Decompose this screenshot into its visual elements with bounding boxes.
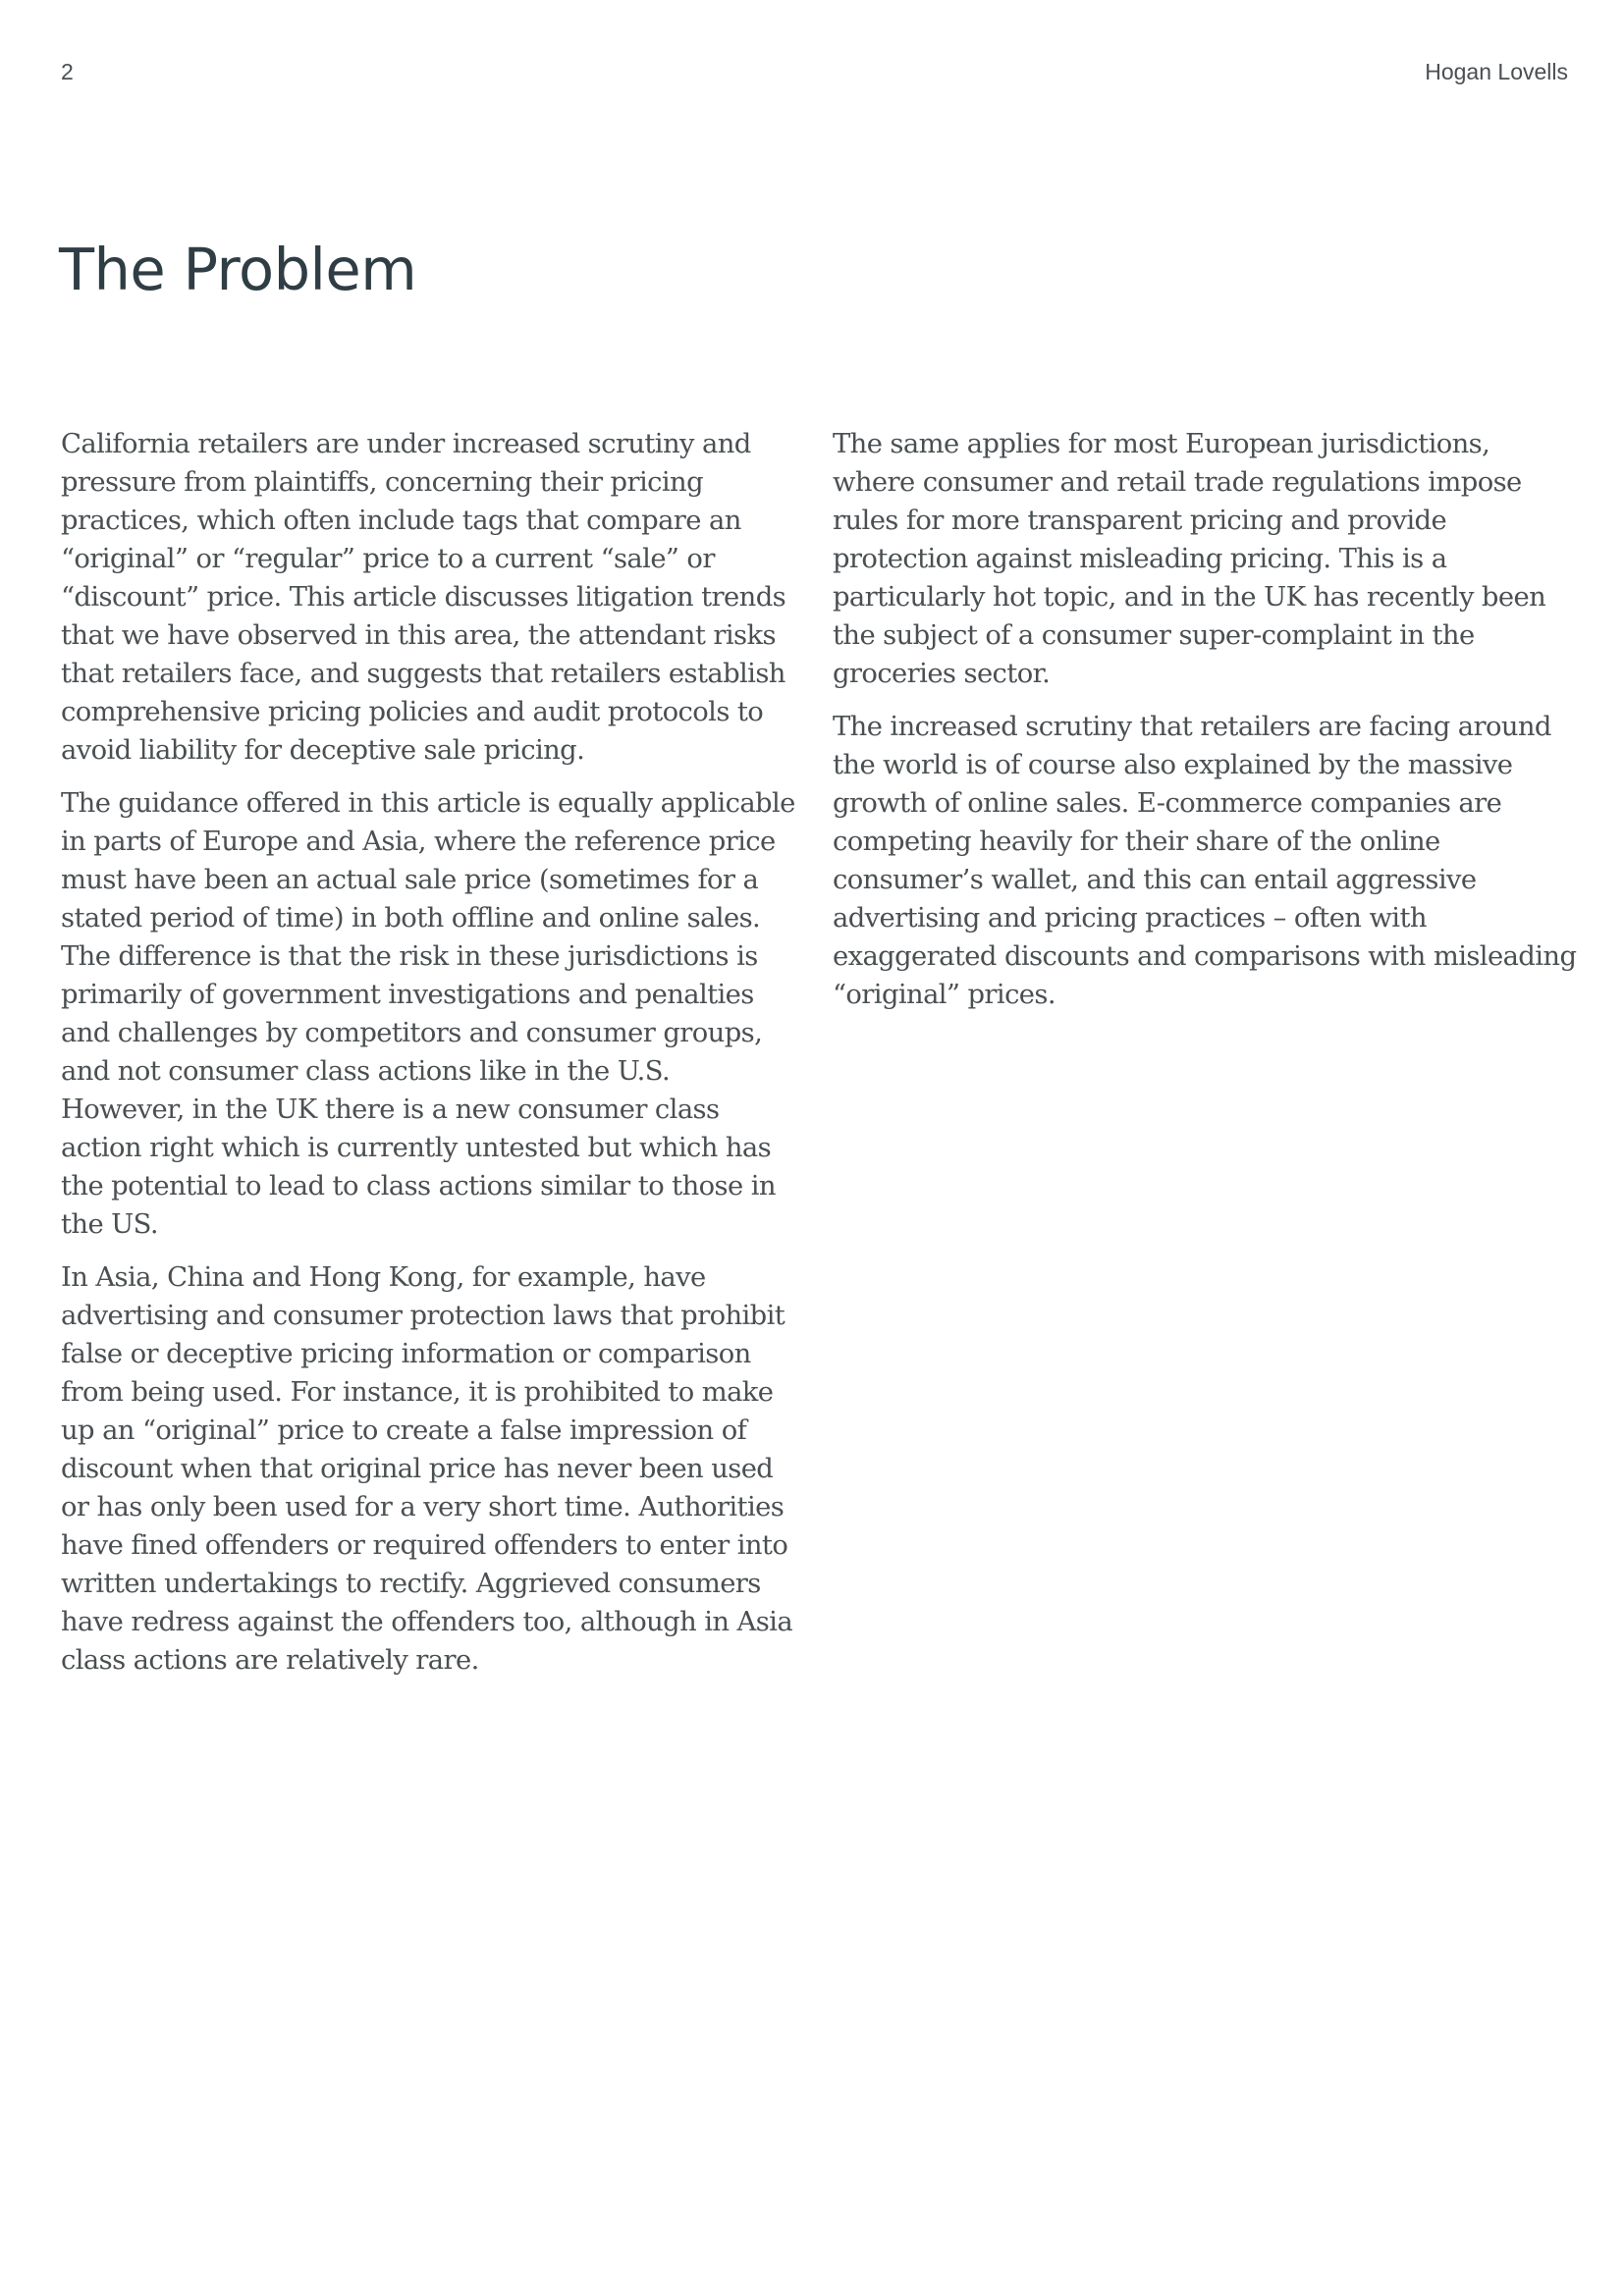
right-column <box>833 425 1579 1029</box>
paragraph: In Asia, China and Hong Kong, for example, have advertising and consumer protection laws that prohibit false or deceptive pricing information or comparison from being used. For instance, it is prohibited to make up an “original” price to create a false impression of discount when that original price has never been used or has only been used for a very short time. Authorities have fined offenders or required offenders to enter into written undertakings to rectify. Aggrieved consumers have redress against the offenders too, although in Asia class actions are relatively rare. <box>61 1262 793 1676</box>
paragraph: The guidance offered in this article is equally applicable in parts of Europe and Asia, where the reference price must have been an actual sale price (sometimes for a stated period of time) in both offline and online sales. The difference is that the risk in these jurisdictions is primarily of government investigations and penalties and challenges by competitors and consumer groups, and not consumer class actions like in the U.S. However, in the UK there is a new consumer class action right which is currently untested but which has the potential to lead to class actions similar to those in the US. <box>61 788 795 1240</box>
paragraph: California retailers are under increased scrutiny and pressure from plaintiffs, concerning their pricing practices, which often include tags that compare an “original” or “regular” price to a current “sale” or “discount” price. This article discusses litigation trends that we have observed in this area, the attendant risks that retailers face, and suggests that retailers establish comprehensive pricing policies and audit protocols to avoid liability for deceptive sale pricing. <box>61 429 786 766</box>
left-column <box>61 425 797 1694</box>
page-title: The Problem <box>59 236 417 303</box>
brand-name: Hogan Lovells <box>1425 59 1568 84</box>
paragraph: The same applies for most European jurisdictions, where consumer and retail trade regulations impose rules for more transparent pricing and provide protection against misleading pricing. This is a particularly hot topic, and in the UK has recently been the subject of a consumer super-complaint in the groceries sector. <box>833 429 1546 689</box>
paragraph: The increased scrutiny that retailers are facing around the world is of course also explained by the massive growth of online sales. E-commerce companies are competing heavily for their share of the online consumer’s wallet, and this can entail aggressive advertising and pricing practices – often with exaggerated discounts and comparisons with misleading “original” prices. <box>833 712 1577 1010</box>
page-number: 2 <box>61 59 74 84</box>
